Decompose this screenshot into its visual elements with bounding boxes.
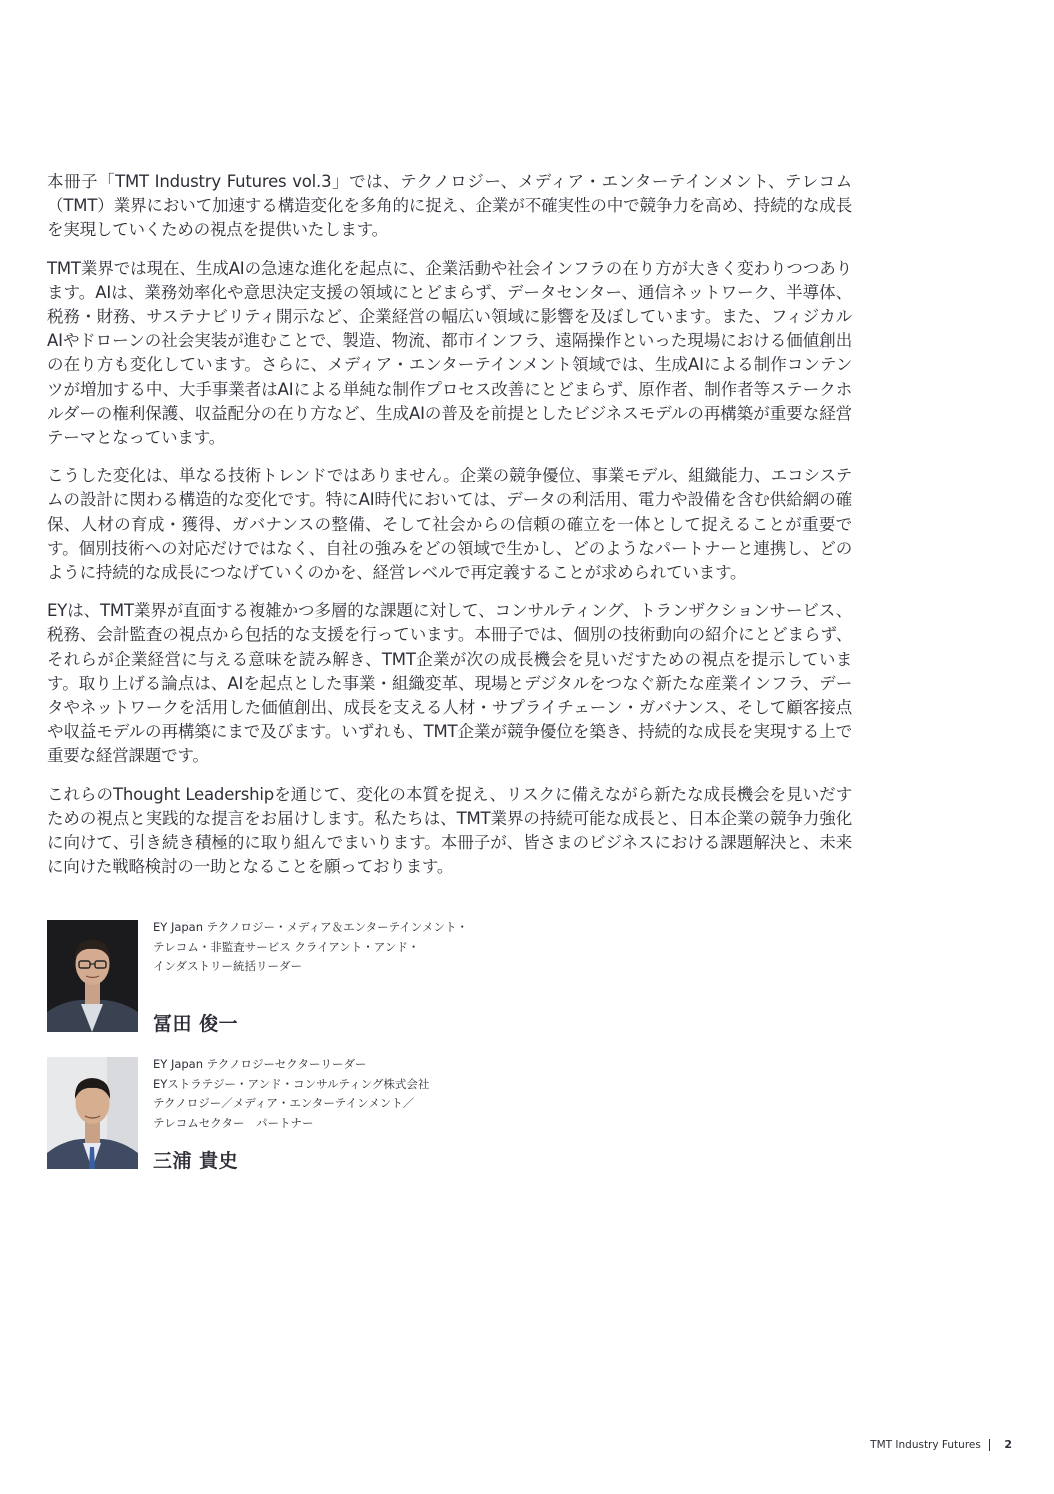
page-footer xyxy=(870,1438,1012,1451)
profile-card xyxy=(47,920,567,1035)
profile-role xyxy=(153,918,573,977)
intro-text xyxy=(47,170,852,893)
role-line: EY Japan テクノロジー・メディア＆エンターテインメント・ xyxy=(153,920,468,934)
page-number: 2 xyxy=(1004,1438,1012,1451)
role-line: テクノロジー／メディア・エンターテインメント／ xyxy=(153,1096,415,1110)
profile-name: 三浦 貴史 xyxy=(153,1150,239,1172)
paragraph: これらのThought Leadershipを通じて、変化の本質を捉え、リスクに備えながら新たな成長機会を見いだすための視点と実践的な提言をお届けします。私たちは、TMT業界の持続可能な成長と、日本企業の競争力強化に向けて、引き続き積極的に取り組んでまいります。本冊子が、皆さまのビジネスにおける課題解決と、未来に向けた戦略検討の一助となることを願っております。 xyxy=(47,784,852,877)
profile-photo xyxy=(47,1057,138,1169)
role-line: テレコム・非監査サービス クライアント・アンド・ xyxy=(153,939,420,954)
role-line: EY Japan テクノロジーセクターリーダー xyxy=(153,1057,367,1071)
profile-photo xyxy=(47,920,138,1032)
role-line: インダストリー統括リーダー xyxy=(153,959,303,973)
footer-title: TMT Industry Futures xyxy=(870,1438,981,1451)
paragraph: TMT業界では現在、生成AIの急速な進化を起点に、企業活動や社会インフラの在り方が大きく変わりつつあります。AIは、業務効率化や意思決定支援の領域にとどまらず、データセンター、通信ネットワーク、半導体、税務・財務、サステナビリティ開示など、企業経営の幅広い領域に影響を及ぼしています。また、フィジカルAIやドローンの社会実装が進むことで、製造、物流、都市インフラ、遠隔操作といった現場における価値創出の在り方も変化しています。さらに、メディア・エンターテインメント領域では、生成AIによる制作コンテンツが増加する中、大手事業者はAIによる単純な制作プロセス改善にとどまらず、原作者、制作者等ステークホルダーの権利保護、収益配分の在り方など、生成AIの普及を前提としたビジネスモデルの再構築が重要な経営テーマとなっています。 xyxy=(47,258,852,448)
profile-role xyxy=(153,1055,573,1133)
paragraph: EYは、TMT業界が直面する複雑かつ多層的な課題に対して、コンサルティング、トランザクションサービス、税務、会計監査の視点から包括的な支援を行っています。本冊子では、個別の技術動向の紹介にとどまらず、それらが企業経営に与える意味を読み解き、TMT企業が次の成長機会を見いだすための視点を提示しています。取り上げる論点は、AIを起点とした事業・組織変革、現場とデジタルをつなぐ新たな産業インフラ、データやネットワークを活用した価値創出、成長を支える人材・サプライチェーン・ガバナンス、そして顧客接点や収益モデルの再構築にまで及びます。いずれも、TMT企業が競争優位を築き、持続的な成長を実現する上で重要な経営課題です。 xyxy=(47,601,852,766)
profile-card xyxy=(47,1057,567,1172)
role-line: EYストラテジー・アンド・コンサルティング株式会社 xyxy=(153,1076,430,1091)
footer-divider xyxy=(989,1439,991,1451)
paragraph: こうした変化は、単なる技術トレンドではありません。企業の競争優位、事業モデル、組織能力、エコシステムの設計に関わる構造的な変化です。特にAI時代においては、データの利活用、電力や設備を含む供給網の確保、人材の育成・獲得、ガバナンスの整備、そして社会からの信頼の確立を一体として捉えることが重要です。個別技術への対応だけではなく、自社の強みをどの領域で生かし、どのようなパートナーと連携し、どのように持続的な成長につなげていくのかを、経営レベルで再定義することが求められています。 xyxy=(47,466,852,583)
profile-name: 冨田 俊一 xyxy=(153,1013,239,1035)
role-line: テレコムセクター パートナー xyxy=(153,1115,314,1130)
paragraph: 本冊子「TMT Industry Futures vol.3」では、テクノロジー、メディア・エンターテインメント、テレコム（TMT）業界において加速する構造変化を多角的に捉え、企業が不確実性の中で競争力を高め、持続的な成長を実現していくための視点を提供いたします。 xyxy=(47,172,852,240)
